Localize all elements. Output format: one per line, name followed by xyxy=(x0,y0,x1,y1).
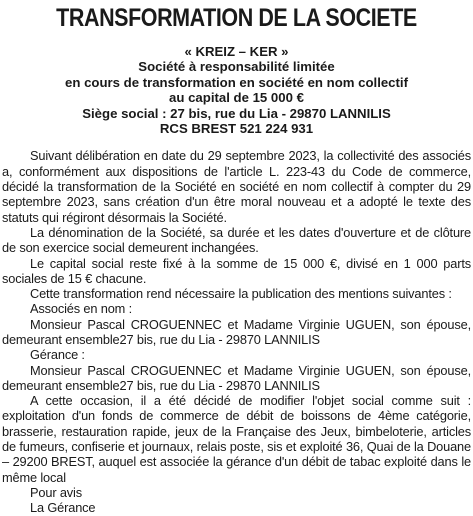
paragraph-signature: La Gérance xyxy=(30,500,96,516)
paragraph-denomination: La dénomination de la Société, sa durée et les dates d'ouverture et de clôture de son exercice social demeurent inchangées. xyxy=(2,224,471,256)
paragraph-deliberation: Suivant délibération en date du 29 septembre 2023, la collectivité des associés a, conformément aux dispositions de l'article L. 223-43 du Code de commerce, décidé la transformation de la Société en société en nom collectif à compter du 29 septembre 2023, sans création d'un être moral nouveau et a adopté le texte des statuts qui régiront désormais la Société. xyxy=(2,148,471,225)
company-legal-form: Société à responsabilité limitée xyxy=(138,59,335,75)
paragraph-associates: Monsieur Pascal CROGUENNEC et Madame Virginie UGUEN, son épouse, demeurant ensemble27 bis, rue du Lia - 29870 LANNILIS xyxy=(2,316,471,347)
paragraph-publication: Cette transformation rend nécessaire la publication des mentions suivantes : xyxy=(30,286,452,302)
paragraph-management-heading: Gérance : xyxy=(30,347,85,363)
company-name: « KREIZ – KER » xyxy=(184,44,289,59)
paragraph-capital: Le capital social reste fixé à la somme de 15 000 €, divisé en 1 000 parts sociales de 15 € chacune. xyxy=(2,255,471,286)
paragraph-associates-heading: Associés en nom : xyxy=(30,301,133,317)
notice-body xyxy=(2,148,471,515)
company-registered-office: Siège social : 27 bis, rue du Lia - 29870 LANNILIS xyxy=(82,105,391,121)
company-capital: au capital de 15 000 € xyxy=(169,90,304,106)
company-header xyxy=(2,44,471,136)
paragraph-management: Monsieur Pascal CROGUENNEC et Madame Virginie UGUEN, son épouse, demeurant ensemble27 bis, rue du Lia - 29870 LANNILIS xyxy=(2,362,471,393)
company-rcs: RCS BREST 521 224 931 xyxy=(159,121,314,137)
notice-title: TRANSFORMATION DE LA SOCIETE xyxy=(56,4,417,32)
paragraph-object: A cette occasion, il a été décidé de modifier l'objet social comme suit : exploitation d'un fonds de commerce de débit de boissons de 4ème catégorie, brasserie, restauration rapide, jeux de la Française des Jeux, bimbeloterie, articles de fumeurs, confiserie et journaux, relais poste, sis et exploité 36, Quai de la Douane – 29200 BREST, auquel est associée la gérance d'un débit de tabac exploité dans le même local xyxy=(2,393,471,485)
paragraph-pour-avis: Pour avis xyxy=(30,484,82,500)
company-transformation: en cours de transformation en société en nom collectif xyxy=(65,74,408,90)
